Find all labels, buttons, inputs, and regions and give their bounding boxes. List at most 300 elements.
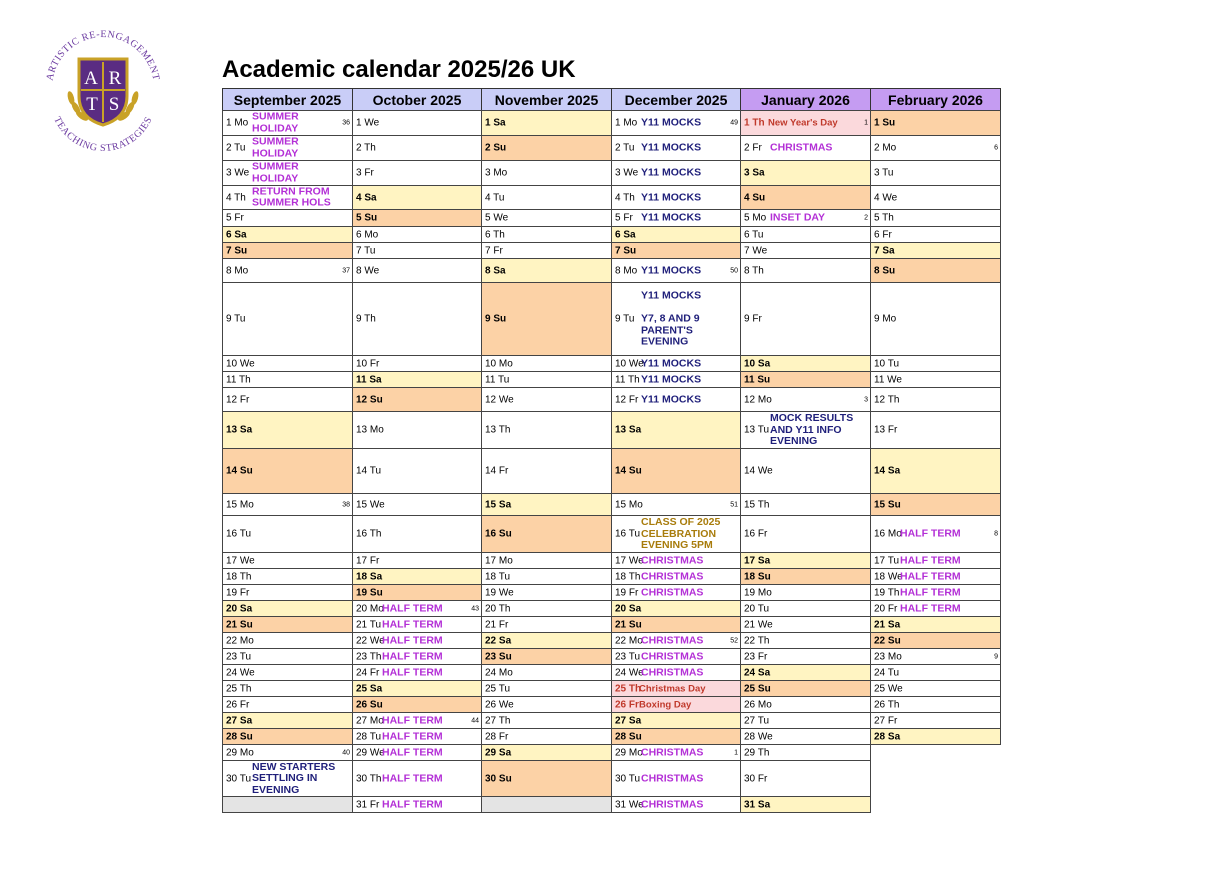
- day-cell: [611, 600, 741, 617]
- day-label: 10 Fr: [356, 358, 380, 369]
- day-cell: [222, 584, 353, 601]
- day-cell: [222, 600, 353, 617]
- event-label: HALF TERM: [382, 601, 443, 614]
- day-cell: [481, 258, 612, 283]
- day-cell: [222, 696, 353, 713]
- day-label: 26 We: [485, 699, 514, 710]
- event-label: NEW STARTERS SETTLING IN EVENING: [252, 760, 336, 796]
- day-cell: [481, 387, 612, 412]
- day-cell: [740, 760, 871, 797]
- day-cell: [222, 110, 353, 136]
- day-cell: [352, 226, 482, 243]
- week-number: 1: [734, 749, 738, 756]
- day-cell: [352, 584, 482, 601]
- event-label: Y11 MOCKS: [641, 372, 702, 385]
- day-cell: [352, 680, 482, 697]
- day-cell: [740, 209, 871, 227]
- day-cell: [870, 632, 1001, 649]
- day-cell: [611, 584, 741, 601]
- day-label: 10 We: [615, 358, 644, 369]
- day-label: 26 Su: [356, 699, 383, 710]
- day-label: 6 Sa: [615, 229, 636, 240]
- event-label: HALF TERM: [382, 665, 443, 678]
- day-label: 14 We: [744, 465, 773, 477]
- day-cell: [870, 258, 1001, 283]
- day-label: 24 Mo: [485, 667, 513, 678]
- day-cell: [222, 135, 353, 161]
- day-cell: [222, 209, 353, 227]
- day-cell: [352, 242, 482, 259]
- day-label: 8 We: [356, 265, 380, 276]
- day-cell: [870, 387, 1001, 412]
- event-label: SUMMER HOLIDAY: [252, 135, 299, 159]
- day-label: 15 Mo: [226, 499, 254, 510]
- day-cell: [870, 371, 1001, 388]
- day-cell: [870, 135, 1001, 161]
- day-label: 25 Su: [744, 683, 771, 694]
- day-cell: [611, 712, 741, 729]
- day-label: 27 Tu: [744, 715, 770, 726]
- day-label: 23 Fr: [744, 651, 768, 662]
- day-cell: [611, 160, 741, 186]
- day-cell: [740, 493, 871, 516]
- day-cell: [870, 242, 1001, 259]
- day-cell: [481, 616, 612, 633]
- day-label: 3 We: [615, 167, 639, 179]
- day-label: 5 Th: [874, 212, 894, 224]
- event-label: CHRISTMAS: [641, 569, 704, 582]
- day-label: 16 Tu: [615, 528, 641, 540]
- day-label: 14 Tu: [356, 465, 382, 477]
- day-cell: [611, 355, 741, 372]
- day-label: 3 Sa: [744, 167, 765, 179]
- week-number: 1: [864, 119, 868, 127]
- day-label: 23 Th: [356, 651, 382, 662]
- day-label: 4 Tu: [485, 192, 505, 203]
- week-number: 52: [730, 637, 738, 644]
- day-cell: [222, 760, 353, 797]
- day-cell: [352, 552, 482, 569]
- day-label: 11 Sa: [356, 374, 382, 385]
- day-label: 4 Th: [615, 192, 635, 203]
- logo-ring-bottom-text: TEACHING STRATEGIES: [51, 115, 155, 151]
- day-cell: [611, 728, 741, 745]
- day-cell: [740, 387, 871, 412]
- day-label: 29 Th: [744, 747, 770, 758]
- day-cell: [740, 616, 871, 633]
- day-label: 9 Fr: [744, 313, 762, 325]
- day-cell: [740, 258, 871, 283]
- event-label: HALF TERM: [382, 745, 443, 758]
- logo-letter-r: R: [108, 68, 122, 89]
- day-cell: [481, 760, 612, 797]
- day-cell: [740, 448, 871, 494]
- week-number: 49: [730, 119, 738, 127]
- day-label: 16 Mo: [874, 528, 902, 540]
- logo-letter-a: A: [84, 68, 98, 89]
- day-cell: [352, 696, 482, 713]
- day-label: 11 We: [874, 374, 902, 385]
- day-label: 20 Sa: [226, 603, 253, 614]
- day-cell: [870, 600, 1001, 617]
- day-label: 19 We: [485, 587, 514, 598]
- day-cell: [352, 411, 482, 449]
- day-label: 23 Su: [485, 651, 512, 662]
- day-label: 8 Mo: [226, 265, 249, 276]
- event-label: CHRISTMAS: [641, 665, 704, 678]
- day-label: 12 Th: [874, 394, 900, 405]
- day-cell: [481, 242, 612, 259]
- day-cell: [740, 552, 871, 569]
- day-label: 27 Sa: [615, 715, 642, 726]
- day-label: 15 Su: [874, 499, 901, 510]
- day-label: 27 Sa: [226, 715, 253, 726]
- day-cell: [870, 616, 1001, 633]
- week-number: 6: [994, 144, 998, 152]
- day-label: 4 Su: [744, 192, 766, 203]
- day-label: 7 Su: [226, 245, 248, 256]
- day-cell: [740, 160, 871, 186]
- event-label: HALF TERM: [900, 553, 961, 566]
- day-label: 8 Su: [874, 265, 896, 276]
- day-label: 23 Tu: [226, 651, 252, 662]
- day-label: 29 We: [356, 747, 385, 758]
- day-label: 13 Sa: [226, 424, 253, 436]
- day-cell: [352, 493, 482, 516]
- logo-letter-t: T: [86, 94, 98, 115]
- day-cell: [222, 355, 353, 372]
- event-label: Y11 MOCKS: [641, 190, 702, 203]
- day-cell: [740, 696, 871, 713]
- event-label: CHRISTMAS: [641, 633, 704, 646]
- day-label: 13 Th: [485, 424, 511, 436]
- event-label: RETURN FROM SUMMER HOLS: [252, 185, 331, 209]
- day-label: 28 Tu: [356, 731, 382, 742]
- day-label: 5 We: [485, 212, 509, 224]
- day-label: 24 Fr: [356, 667, 380, 678]
- day-label: 9 Tu: [226, 313, 246, 325]
- day-label: 29 Mo: [226, 747, 254, 758]
- day-label: 8 Sa: [485, 265, 506, 276]
- day-label: 15 Th: [744, 499, 770, 510]
- day-cell: [740, 712, 871, 729]
- day-label: 28 Su: [226, 731, 253, 742]
- week-number: 37: [342, 267, 350, 274]
- day-label: 28 Su: [615, 731, 642, 742]
- day-cell: [352, 648, 482, 665]
- event-label: New Year's Day: [768, 117, 838, 129]
- day-label: 4 Th: [226, 192, 246, 203]
- day-label: 30 Tu: [615, 773, 641, 784]
- week-number: 44: [471, 717, 479, 724]
- week-number: 50: [730, 267, 738, 274]
- day-label: 30 Tu: [226, 773, 252, 784]
- day-cell: [222, 515, 353, 553]
- event-label: HALF TERM: [382, 797, 443, 810]
- event-label: CHRISTMAS: [641, 553, 704, 566]
- day-label: 18 Th: [226, 571, 252, 582]
- day-label: 10 Mo: [485, 358, 513, 369]
- day-label: 21 Su: [226, 619, 253, 630]
- day-label: 19 Fr: [226, 587, 250, 598]
- day-cell: [870, 712, 1001, 729]
- day-cell: [870, 411, 1001, 449]
- day-cell: [870, 355, 1001, 372]
- day-label: 9 Su: [485, 313, 507, 325]
- day-label: 31 Fr: [356, 799, 380, 810]
- day-cell: [740, 728, 871, 745]
- day-label: 3 We: [226, 167, 250, 179]
- event-label: HALF TERM: [900, 569, 961, 582]
- day-cell: [611, 110, 741, 136]
- day-label: 12 Su: [356, 394, 383, 405]
- day-cell: [222, 664, 353, 681]
- month-header: January 2026: [740, 88, 871, 111]
- day-cell: [481, 282, 612, 356]
- day-label: 29 Mo: [615, 747, 643, 758]
- event-label: Boxing Day: [639, 698, 692, 710]
- day-label: 14 Su: [226, 465, 253, 477]
- day-label: 13 Mo: [356, 424, 384, 436]
- day-label: 2 Tu: [226, 142, 246, 154]
- week-number: 40: [342, 749, 350, 756]
- day-label: 15 Mo: [615, 499, 643, 510]
- day-label: 22 Su: [874, 635, 901, 646]
- day-cell: [870, 493, 1001, 516]
- day-cell: [352, 760, 482, 797]
- day-label: 17 We: [226, 555, 255, 566]
- month-header: October 2025: [352, 88, 482, 111]
- event-label: Y11 MOCKS: [641, 211, 702, 224]
- day-cell: [611, 209, 741, 227]
- day-cell: [611, 282, 741, 356]
- day-label: 5 Su: [356, 212, 378, 224]
- day-cell: [481, 552, 612, 569]
- day-label: 31 We: [615, 799, 644, 810]
- day-cell: [870, 680, 1001, 697]
- day-cell: [611, 493, 741, 516]
- week-number: 8: [994, 530, 998, 538]
- day-cell: [611, 568, 741, 585]
- day-label: 9 Mo: [874, 313, 897, 325]
- day-label: 27 Th: [485, 715, 511, 726]
- event-label: HALF TERM: [382, 633, 443, 646]
- day-label: 16 Fr: [744, 528, 768, 540]
- event-label: CHRISTMAS: [641, 585, 704, 598]
- day-label: 19 Su: [356, 587, 383, 598]
- day-cell: [611, 680, 741, 697]
- day-cell: [222, 448, 353, 494]
- day-label: 21 Fr: [485, 619, 509, 630]
- day-label: 7 Su: [615, 245, 637, 256]
- day-label: 2 Th: [356, 142, 376, 154]
- day-cell: [352, 135, 482, 161]
- day-label: 25 We: [874, 683, 903, 694]
- day-cell: [870, 648, 1001, 665]
- day-cell: [222, 226, 353, 243]
- week-number: 36: [342, 119, 350, 127]
- event-label: HALF TERM: [382, 729, 443, 742]
- day-cell: [870, 185, 1001, 210]
- event-label: SUMMER HOLIDAY: [252, 110, 299, 134]
- day-cell: [611, 696, 741, 713]
- day-cell: [352, 744, 482, 761]
- day-label: 3 Mo: [485, 167, 508, 179]
- week-number: 2: [864, 214, 868, 222]
- day-label: 18 Sa: [356, 571, 383, 582]
- event-label: HALF TERM: [382, 771, 443, 784]
- day-label: 21 We: [744, 619, 773, 630]
- day-label: 12 Fr: [226, 394, 250, 405]
- day-label: 17 Mo: [485, 555, 513, 566]
- day-label: 24 Sa: [744, 667, 771, 678]
- day-cell: [222, 728, 353, 745]
- day-cell: [222, 371, 353, 388]
- day-cell: [611, 760, 741, 797]
- day-cell: [222, 568, 353, 585]
- day-cell: [870, 696, 1001, 713]
- day-cell: [870, 282, 1001, 356]
- day-label: 11 Su: [744, 374, 771, 385]
- day-label: 6 Th: [485, 229, 505, 240]
- event-label: Y11 MOCKS: [641, 356, 702, 369]
- day-cell: [481, 160, 612, 186]
- day-label: 26 Fr: [226, 699, 250, 710]
- day-label: 18 We: [874, 571, 903, 582]
- day-label: 14 Su: [615, 465, 642, 477]
- day-cell: [352, 185, 482, 210]
- month-header: December 2025: [611, 88, 741, 111]
- day-label: 5 Fr: [226, 212, 244, 224]
- day-cell: [352, 258, 482, 283]
- week-number: 3: [864, 396, 868, 403]
- day-cell: [740, 632, 871, 649]
- day-cell: [740, 226, 871, 243]
- day-label: 14 Sa: [874, 465, 901, 477]
- day-cell: [352, 728, 482, 745]
- day-cell: [222, 185, 353, 210]
- day-label: 6 Tu: [744, 229, 764, 240]
- day-cell: [481, 600, 612, 617]
- day-cell: [870, 209, 1001, 227]
- day-cell: [611, 664, 741, 681]
- day-cell: [740, 282, 871, 356]
- day-label: 25 Th: [226, 683, 252, 694]
- day-label: 20 Th: [485, 603, 511, 614]
- day-label: 16 Su: [485, 528, 512, 540]
- day-cell: [352, 282, 482, 356]
- day-label: 1 Su: [874, 117, 896, 129]
- day-label: 2 Tu: [615, 142, 635, 154]
- day-label: 7 Sa: [874, 245, 895, 256]
- day-label: 1 Mo: [226, 117, 249, 129]
- week-number: 43: [471, 605, 479, 612]
- day-cell: [611, 796, 741, 813]
- day-cell: [222, 258, 353, 283]
- day-cell: [222, 387, 353, 412]
- day-cell: [611, 448, 741, 494]
- day-label: 30 Th: [356, 773, 382, 784]
- day-cell: [611, 242, 741, 259]
- day-label: 5 Fr: [615, 212, 633, 224]
- logo-ring-top-text: ARTISTIC RE-ENGAGEMENT: [44, 28, 162, 82]
- day-cell: [611, 371, 741, 388]
- day-cell: [352, 796, 482, 813]
- event-label: INSET DAY: [770, 211, 826, 224]
- event-label: CLASS OF 2025 CELEBRATION EVENING 5PM: [641, 515, 721, 551]
- day-label: 19 Mo: [744, 587, 772, 598]
- day-cell: [740, 600, 871, 617]
- day-label: 25 Sa: [356, 683, 383, 694]
- day-cell: [481, 185, 612, 210]
- day-label: 7 Tu: [356, 245, 376, 256]
- day-cell: [352, 448, 482, 494]
- day-cell: [481, 664, 612, 681]
- day-label: 19 Th: [874, 587, 900, 598]
- day-label: 7 We: [744, 245, 768, 256]
- day-label: 24 We: [226, 667, 255, 678]
- day-cell: [481, 355, 612, 372]
- day-label: 27 Fr: [874, 715, 898, 726]
- day-label: 21 Su: [615, 619, 642, 630]
- page-title: Academic calendar 2025/26 UK: [222, 56, 576, 83]
- day-cell: [740, 664, 871, 681]
- day-label: 22 We: [356, 635, 385, 646]
- event-label: Y11 MOCKS: [641, 392, 702, 405]
- day-cell: [740, 110, 871, 136]
- day-label: 11 Th: [615, 374, 640, 385]
- day-cell: [481, 680, 612, 697]
- day-label: 19 Fr: [615, 587, 639, 598]
- day-cell: [611, 258, 741, 283]
- day-label: 12 We: [485, 394, 514, 405]
- day-label: 16 Th: [356, 528, 382, 540]
- month-header: September 2025: [222, 88, 353, 111]
- day-label: 11 Th: [226, 374, 251, 385]
- day-cell: [222, 616, 353, 633]
- event-label: Y11 MOCKS: [641, 263, 702, 276]
- day-cell: [352, 632, 482, 649]
- day-label: 2 Mo: [874, 142, 897, 154]
- day-label: 6 Sa: [226, 229, 247, 240]
- day-cell: [481, 568, 612, 585]
- day-label: 29 Sa: [485, 747, 512, 758]
- day-cell: [222, 411, 353, 449]
- day-label: 13 Tu: [744, 424, 770, 436]
- day-label: 30 Su: [485, 773, 512, 784]
- month-header: February 2026: [870, 88, 1001, 111]
- day-cell: [352, 600, 482, 617]
- arts-logo: [38, 26, 168, 151]
- day-label: 9 Th: [356, 313, 376, 325]
- day-cell: [611, 552, 741, 569]
- day-label: 23 Tu: [615, 651, 641, 662]
- day-cell: [870, 568, 1001, 585]
- day-cell: [740, 648, 871, 665]
- event-label: Y11 MOCKS Y7, 8 AND 9 PARENT'S EVENING: [641, 289, 702, 348]
- day-label: 28 We: [744, 731, 773, 742]
- day-cell: [611, 135, 741, 161]
- day-label: 6 Fr: [874, 229, 892, 240]
- event-label: Y11 MOCKS: [641, 166, 702, 179]
- day-label: 26 Mo: [744, 699, 772, 710]
- day-label: 2 Fr: [744, 142, 762, 154]
- event-label: CHRISTMAS: [641, 745, 704, 758]
- day-label: 22 Mo: [615, 635, 643, 646]
- day-cell: [740, 135, 871, 161]
- day-cell: [740, 584, 871, 601]
- day-cell: [481, 744, 612, 761]
